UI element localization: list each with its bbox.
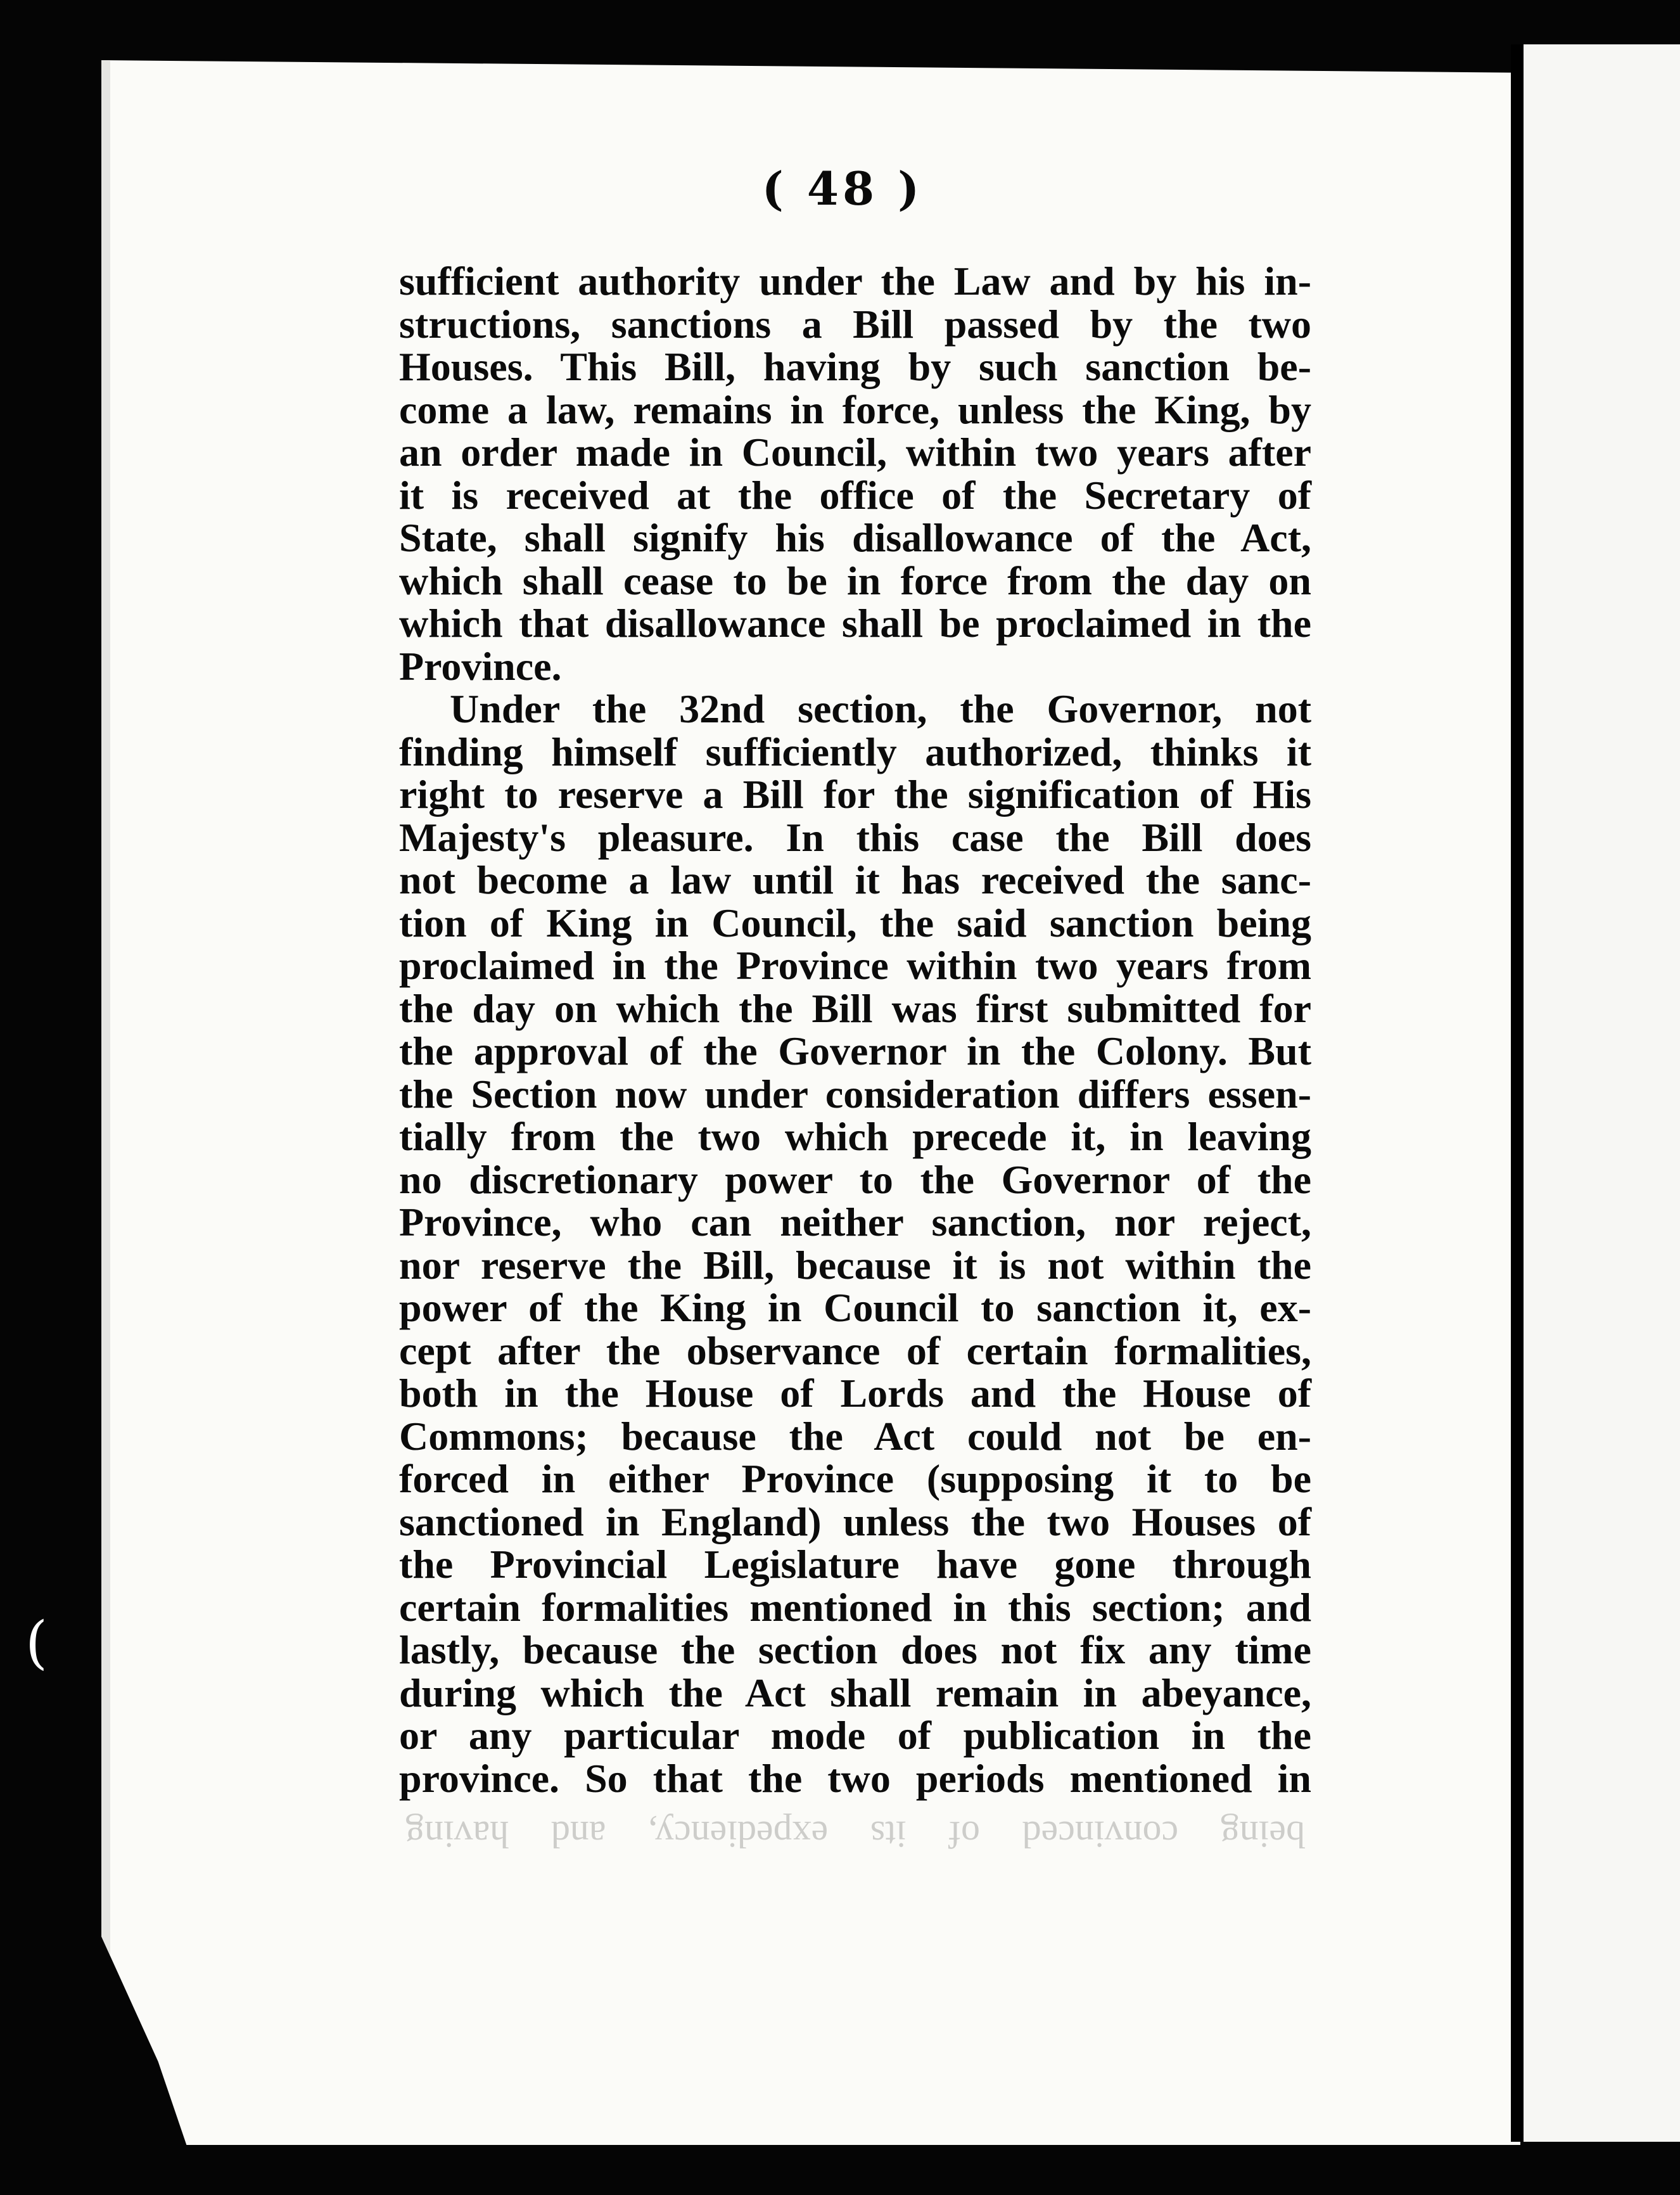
text-line: the day on which the Bill was first submitted for (399, 985, 1311, 1031)
text-line: cept after the observance of certain formalities, (399, 1328, 1311, 1373)
text-line: Houses. This Bill, having by such sanction be- (399, 344, 1311, 389)
text-line: tion of King in Council, the said sanction being (399, 900, 1311, 945)
text-line: power of the King in Council to sanction it, ex- (399, 1285, 1311, 1330)
text-line: during which the Act shall remain in abeyance, (399, 1670, 1311, 1715)
page-number: ( 48 ) (761, 162, 924, 215)
text-line: proclaimed in the Province within two years from (399, 943, 1311, 988)
text-line: structions, sanctions a Bill passed by the two (399, 301, 1311, 347)
text-line: the Section now under consideration differs essen- (399, 1071, 1311, 1117)
paragraph-start-line: Under the 32nd section, the Governor, not (450, 686, 1311, 731)
page-gutter (1511, 44, 1525, 2142)
text-line: certain formalities mentioned in this section; and (399, 1584, 1311, 1630)
text-line: Province, who can neither sanction, nor reject, (399, 1200, 1311, 1245)
text-line: it is received at the office of the Secretary of (399, 472, 1311, 518)
text-line: both in the House of Lords and the House of (399, 1371, 1311, 1416)
text-line: or any particular mode of publication in the (399, 1713, 1311, 1758)
text-line: Majesty's pleasure. In this case the Bill does (399, 814, 1311, 860)
text-line: the approval of the Governor in the Colony. But (399, 1028, 1311, 1073)
scan-artifact-bracket: ( (25, 1609, 48, 1676)
text-line: which that disallowance shall be proclaimed in the (399, 601, 1311, 646)
text-line: State, shall signify his disallowance of the Act, (399, 515, 1311, 560)
show-through-text: being convinced of its expediency, and having (405, 1814, 1305, 1855)
text-line: Commons; because the Act could not be en- (399, 1413, 1311, 1459)
text-line: finding himself sufficiently authorized, thinks it (399, 729, 1311, 774)
text-line: tially from the two which precede it, in leaving (399, 1114, 1311, 1159)
text-line: nor reserve the Bill, because it is not within the (399, 1242, 1311, 1288)
text-line: which shall cease to be in force from the day on (399, 558, 1311, 603)
text-line: forced in either Province (supposing it to be (399, 1456, 1311, 1501)
text-line: right to reserve a Bill for the signification of His (399, 772, 1311, 817)
body-text (399, 260, 1311, 1800)
text-line: an order made in Council, within two years after (399, 430, 1311, 475)
text-line: not become a law until it has received the sanc- (399, 857, 1311, 902)
text-line: province. So that the two periods mentioned in (399, 1755, 1311, 1801)
text-line: sufficient authority under the Law and by his in- (399, 259, 1311, 304)
adjacent-page-edge (1524, 44, 1680, 2142)
text-line: come a law, remains in force, unless the King, by (399, 387, 1311, 432)
text-line: the Provincial Legislature have gone through (399, 1542, 1311, 1587)
text-line: Province. (399, 643, 562, 689)
text-line: lastly, because the section does not fix any time (399, 1627, 1311, 1672)
text-line: sanctioned in England) unless the two Houses of (399, 1499, 1311, 1544)
text-line: no discretionary power to the Governor of the (399, 1156, 1311, 1202)
